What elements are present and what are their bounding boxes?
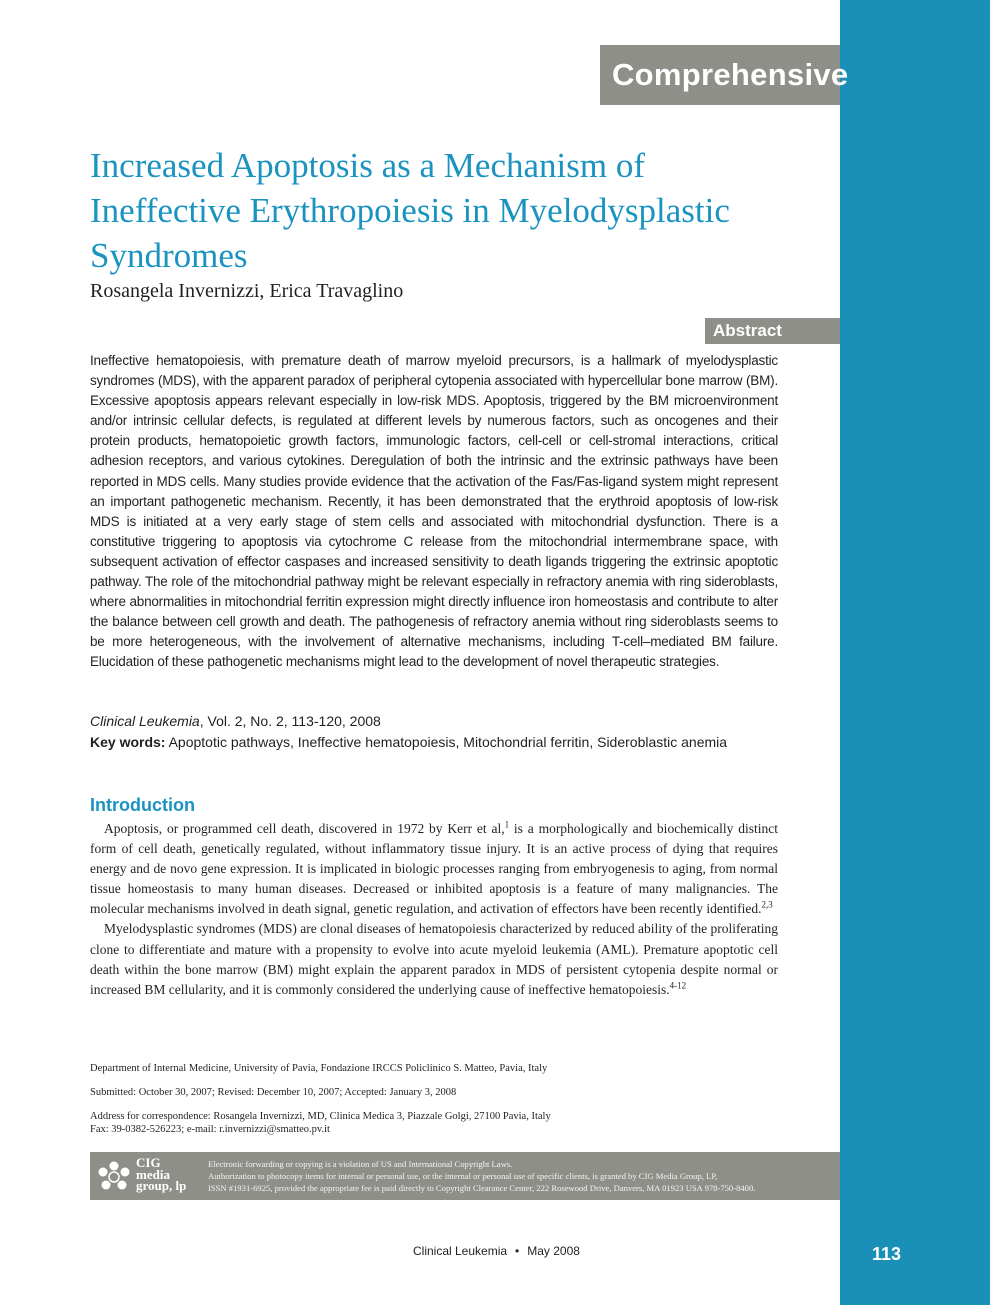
- submission-dates: Submitted: October 30, 2007; Revised: December 10, 2007; Accepted: January 3, 2008: [90, 1087, 457, 1098]
- citation: [90, 711, 790, 732]
- paragraph: [90, 919, 778, 999]
- reference-superscript: 1: [504, 819, 510, 830]
- introduction-body: [90, 819, 778, 1000]
- authors: Rosangela Invernizzi, Erica Travaglino: [90, 280, 404, 302]
- keywords-label: Key words:: [90, 734, 166, 750]
- publisher-logo: [94, 1156, 204, 1196]
- paragraph-text: is a morphologically and biochemically distinct form of cell death, genetically regulated, without inflammatory tissue injury. It is an active process of dying that requires energy and de novo gene expression. It is implicated in biologic processes ranging from embryogenesis to aging, from normal tissue homeostasis to many human diseases. Decreased or inhibited apoptosis is a feature of many malignancies. The molecular mechanisms involved in death signal, genetic regulation, and activation of effectors have been recently identified.: [90, 821, 778, 917]
- paragraph-text: Apoptosis, or programmed cell death, discovered in 1972 by Kerr et al,: [104, 821, 505, 836]
- affiliation: Department of Internal Medicine, University of Pavia, Fondazione IRCCS Policlinico S. Matteo, Pavia, Italy: [90, 1063, 548, 1074]
- logo-wordmark: CIG media group, lp: [136, 1155, 187, 1193]
- citation-journal: Clinical Leukemia: [90, 713, 200, 729]
- citation-details: , Vol. 2, No. 2, 113-120, 2008: [199, 713, 381, 729]
- running-footer: [413, 1244, 580, 1258]
- keywords-text: Apoptotic pathways, Ineffective hematopoiesis, Mitochondrial ferritin, Sideroblastic anemia: [165, 734, 728, 750]
- keywords: [90, 732, 790, 753]
- introduction-heading: Introduction: [90, 795, 195, 815]
- copyright-text: Electronic forwarding or copying is a violation of US and International Copyright Laws. Authorization to photocopy items for internal or personal use, or the internal or personal use of specific clients, is granted by CIG Media Group, LP, ISSN #1931-6925, provided the appropriate fee is paid directly to Copyright Clearance Center, 222 Rosewood Drive, Danvers, MA 01923 USA 978-750-8400.: [208, 1159, 756, 1193]
- article-title: Increased Apoptosis as a Mechanism of Ineffective Erythropoiesis in Myelodysplastic Syndromes: [90, 146, 730, 275]
- footer-date: May 2008: [527, 1244, 580, 1258]
- section-banner: Comprehensive Review: [600, 45, 840, 105]
- paragraph: [90, 819, 778, 919]
- abstract-text: Ineffective hematopoiesis, with premature death of marrow myeloid precursors, is a hallmark of myelodysplastic syndromes (MDS), with the apparent paradox of peripheral cytopenia associated with hypercellular bone marrow (BM). Excessive apoptosis appears relevant especially in low-risk MDS. Apoptosis, triggered by the BM microenvironment and/or intrinsic cellular defects, is regulated at different levels by numerous factors, such as oncogenes and their protein products, hematopoietic growth factors, immunologic factors, cell-cell or cell-stromal interactions, critical adhesion receptors, and various cytokines. Deregulation of both the intrinsic and the extrinsic pathways have been reported in MDS cells. Many studies provide evidence that the activation of the Fas/Fas-ligand system might represent an important pathogenetic mechanism. Recently, it has been demonstrated that the erythroid apoptosis of low-risk MDS is initiated at a very early stage of stem cells and associated with mitochondrial dysfunction. There is a constitutive triggering to apoptosis via cytochrome C release from the mitochondrial intermembrane space, with subsequent activation of effector caspases and increased sensitivity to death ligands triggering the extrinsic apoptotic pathway. The role of the mitochondrial pathway might be relevant especially in refractory anemia with ring sideroblasts, where abnormalities in mitochondrial ferritin expression might directly influence iron homeostasis and contribute to alter the balance between cell growth and death. The pathogenesis of refractory anemia without ring sideroblasts seems to be more heterogeneous, with the involvement of alternative mechanisms, including T-cell–mediated BM failure. Elucidation of these pathogenetic mechanisms might lead to the development of novel therapeutic strategies.: [90, 353, 778, 670]
- flower-logo-icon: [94, 1160, 134, 1194]
- side-color-bar: [840, 0, 990, 1305]
- footer-separator: •: [515, 1244, 520, 1258]
- footer-journal: Clinical Leukemia: [413, 1244, 508, 1258]
- footnotes: [90, 1062, 790, 1147]
- abstract-label: Abstract: [705, 318, 840, 344]
- reference-superscript: 4-12: [669, 980, 687, 991]
- reference-superscript: 2,3: [761, 899, 773, 910]
- paragraph-text: Myelodysplastic syndromes (MDS) are clonal diseases of hematopoiesis characterized by reduced ability of the proliferating clone to differentiate and mature with a propensity to evolve into acute myeloid leukemia (AML). Premature apoptotic cell death within the bone marrow (BM) might explain the apparent paradox in MDS of persistent cytopenia despite normal or increased BM cellularity, and it is commonly considered the underlying cause of ineffective hematopoiesis.: [90, 921, 778, 997]
- page-number: 113: [872, 1244, 902, 1264]
- correspondence-contact: Fax: 39-0382-526223; e-mail: r.invernizzi@smatteo.pv.it: [90, 1124, 330, 1135]
- copyright-notice: [90, 1152, 840, 1200]
- correspondence-address: Address for correspondence: Rosangela Invernizzi, MD, Clinica Medica 3, Piazzale Golgi, 27100 Pavia, Italy: [90, 1111, 551, 1122]
